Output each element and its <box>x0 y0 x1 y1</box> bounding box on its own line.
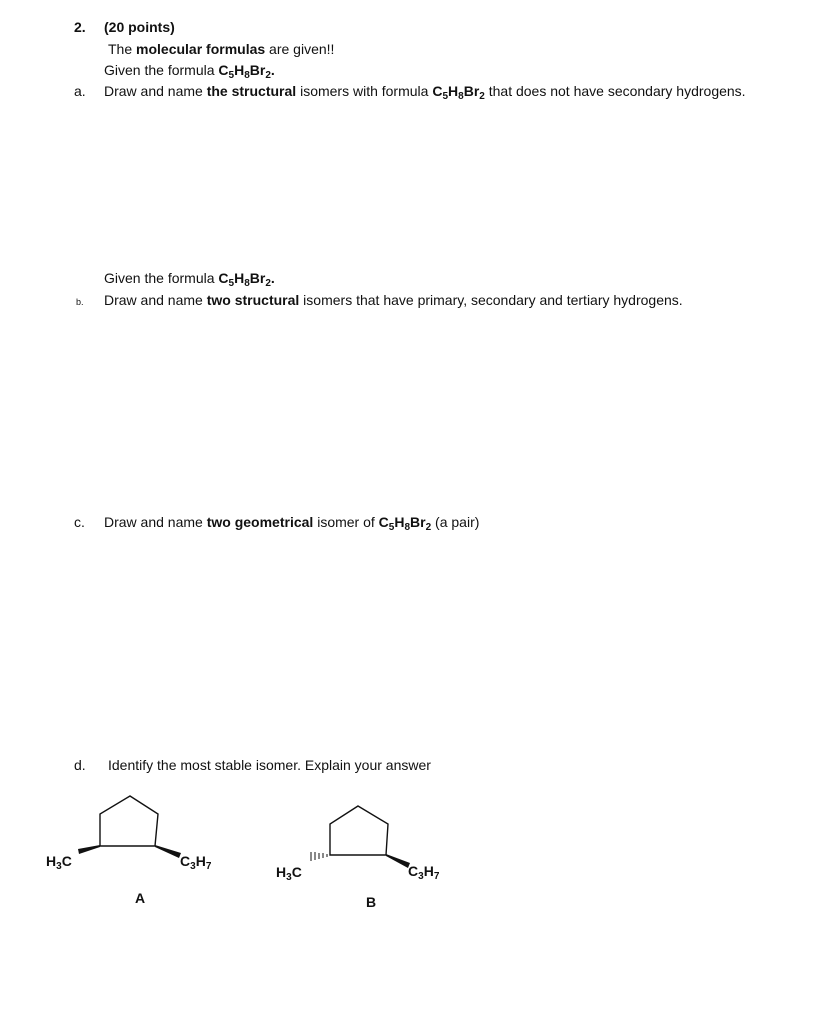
structure-a-left-wedge <box>78 845 100 854</box>
part-d-marker: d. <box>74 757 86 773</box>
part-a-text: Draw and name the structural isomers with formula $C_5H_8Br_2$ that does not have secondary hydrogens. <box>104 83 746 102</box>
structure-b-left-group: $H_3C$ <box>276 864 302 883</box>
part-c-marker: c. <box>74 514 85 530</box>
structure-b-label: B <box>366 894 377 910</box>
question-number: 2. <box>74 19 86 35</box>
structure-b-right-wedge <box>386 854 410 868</box>
structure-a-left-group: $H_3C$ <box>46 853 72 872</box>
part-a-marker: a. <box>74 83 86 99</box>
part-b-given: Given the formula $C_5H_8Br_2$. <box>104 270 275 289</box>
given-formula-line: Given the formula $C_5H_8Br_2$. <box>104 62 275 81</box>
structure-a-ring <box>100 796 158 846</box>
part-b-marker: b. <box>76 297 84 307</box>
part-d-text: Identify the most stable isomer. Explain your answer <box>108 757 431 773</box>
intro-line: The molecular formulas are given!! <box>108 41 335 57</box>
structure-a-right-group: $C_3H_7$ <box>180 853 212 872</box>
part-b-text: Draw and name two structural isomers that have primary, secondary and tertiary hydrogens. <box>104 292 683 308</box>
structure-b-left-hash <box>311 852 327 861</box>
structure-a-right-wedge <box>155 845 181 858</box>
structure-b-ring <box>330 806 388 855</box>
structure-b-right-group: $C_3H_7$ <box>408 863 440 882</box>
part-c-text: Draw and name two geometrical isomer of $C_5H_8Br_2$ (a pair) <box>104 514 480 533</box>
question-points: (20 points) <box>104 19 175 35</box>
structure-a-label: A <box>135 890 146 906</box>
